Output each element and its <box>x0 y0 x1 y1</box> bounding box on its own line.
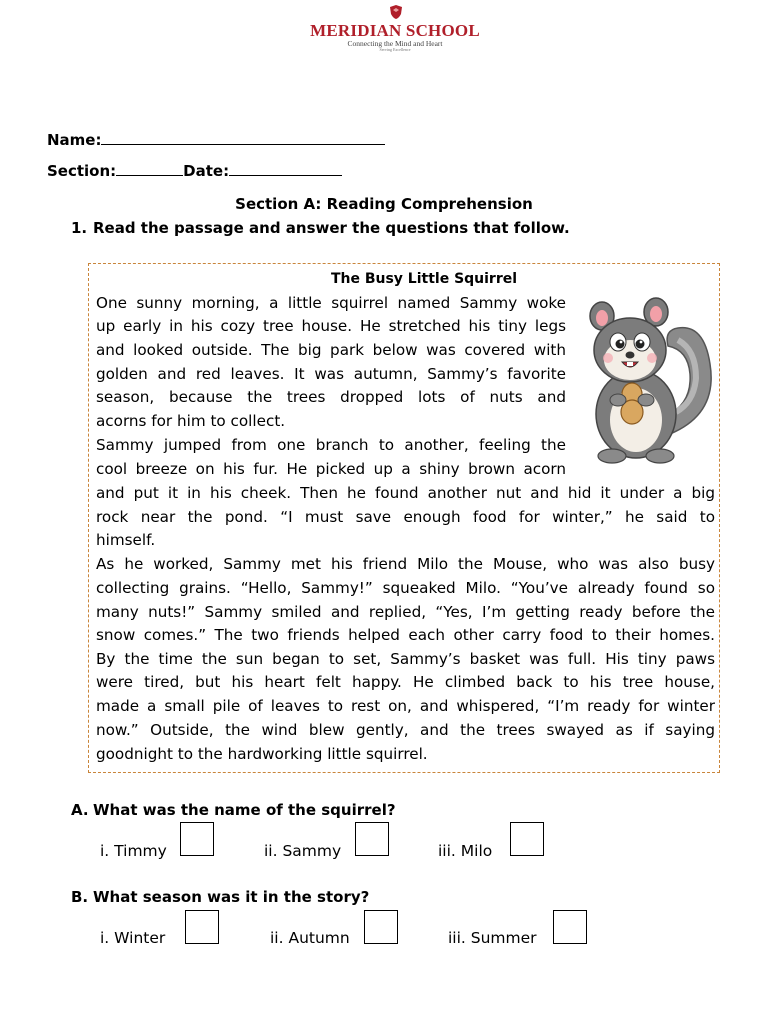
option-label: iii. Milo <box>438 842 493 860</box>
question-a-letter: A. <box>71 801 89 819</box>
option-label: iii. Summer <box>448 929 537 947</box>
passage-line: made a small pile of leaves to rest on, and whispered, “I’m ready for winter <box>96 697 715 715</box>
instruction-number: 1. <box>71 219 88 237</box>
answer-checkbox[interactable] <box>553 910 587 944</box>
passage-line: collecting grains. “Hello, Sammy!” squeaked Milo. “You’ve already found so <box>96 579 715 597</box>
answer-checkbox[interactable] <box>355 822 389 856</box>
question-a <box>71 801 396 819</box>
question-a-text: What was the name of the squirrel? <box>93 801 396 819</box>
question-b-text: What season was it in the story? <box>93 888 370 906</box>
name-label: Name: <box>47 131 102 149</box>
squirrel-illustration <box>578 294 718 466</box>
school-logo <box>305 4 485 50</box>
passage-line: goodnight to the hardworking little squirrel. <box>96 745 428 763</box>
passage-line: One sunny morning, a little squirrel named Sammy woke <box>96 294 566 312</box>
section-date-field <box>47 162 342 180</box>
passage-line: up early in his cozy tree house. He stretched his tiny legs <box>96 317 566 335</box>
school-sub-tagline: Serving Excellence <box>379 47 411 52</box>
school-tagline: Connecting the Mind and Heart <box>347 39 443 48</box>
answer-checkbox[interactable] <box>364 910 398 944</box>
passage-line: rock near the pond. “I must save enough food for winter,” he said to <box>96 508 715 526</box>
passage-line: now.” Outside, the wind blew gently, and the trees swayed as if saying <box>96 721 715 739</box>
passage-line: acorns for him to collect. <box>96 412 286 430</box>
passage-line: golden and red leaves. It was autumn, Sammy’s favorite <box>96 365 566 383</box>
option-label: i. Winter <box>100 929 166 947</box>
passage-line: himself. <box>96 531 156 549</box>
name-blank[interactable] <box>101 131 385 145</box>
passage-line: and looked outside. The big park below was covered with <box>96 341 566 359</box>
option-label: ii. Autumn <box>270 929 350 947</box>
option-label: ii. Sammy <box>264 842 342 860</box>
instruction-text: Read the passage and answer the questions that follow. <box>93 219 570 237</box>
instruction <box>71 219 570 237</box>
answer-checkbox[interactable] <box>185 910 219 944</box>
name-field[interactable] <box>47 131 385 149</box>
passage-line: cool breeze on his fur. He picked up a shiny brown acorn <box>96 460 566 478</box>
passage-title: The Busy Little Squirrel <box>330 271 518 287</box>
answer-checkbox[interactable] <box>180 822 214 856</box>
shield-logo-icon <box>388 4 404 20</box>
passage-line: snow comes.” The two friends helped each other carry food to their homes. <box>96 626 715 644</box>
passage-line: were tired, but his heart felt happy. He climbed back to his tree house, <box>96 673 715 691</box>
answer-checkbox[interactable] <box>510 822 544 856</box>
section-label: Section: <box>47 162 117 180</box>
question-b <box>71 888 369 906</box>
section-title: Section A: Reading Comprehension <box>235 195 533 213</box>
option-label: i. Timmy <box>100 842 167 860</box>
passage-line: many nuts!” Sammy smiled and replied, “Yes, I’m getting ready before the <box>96 603 715 621</box>
passage-line: By the time the sun began to set, Sammy’s basket was full. His tiny paws <box>96 650 715 668</box>
section-blank[interactable] <box>116 162 183 176</box>
school-name: MERIDIAN SCHOOL <box>310 21 480 40</box>
passage-line: and put it in his cheek. Then he found another nut and hid it under a big <box>96 484 715 502</box>
passage-line: season, because the trees dropped lots of nuts and <box>96 388 566 406</box>
date-label: Date: <box>183 162 230 180</box>
passage-line: Sammy jumped from one branch to another, feeling the <box>96 436 566 454</box>
passage-line: As he worked, Sammy met his friend Milo the Mouse, who was also busy <box>96 555 715 573</box>
question-b-letter: B. <box>71 888 89 906</box>
date-blank[interactable] <box>229 162 342 176</box>
